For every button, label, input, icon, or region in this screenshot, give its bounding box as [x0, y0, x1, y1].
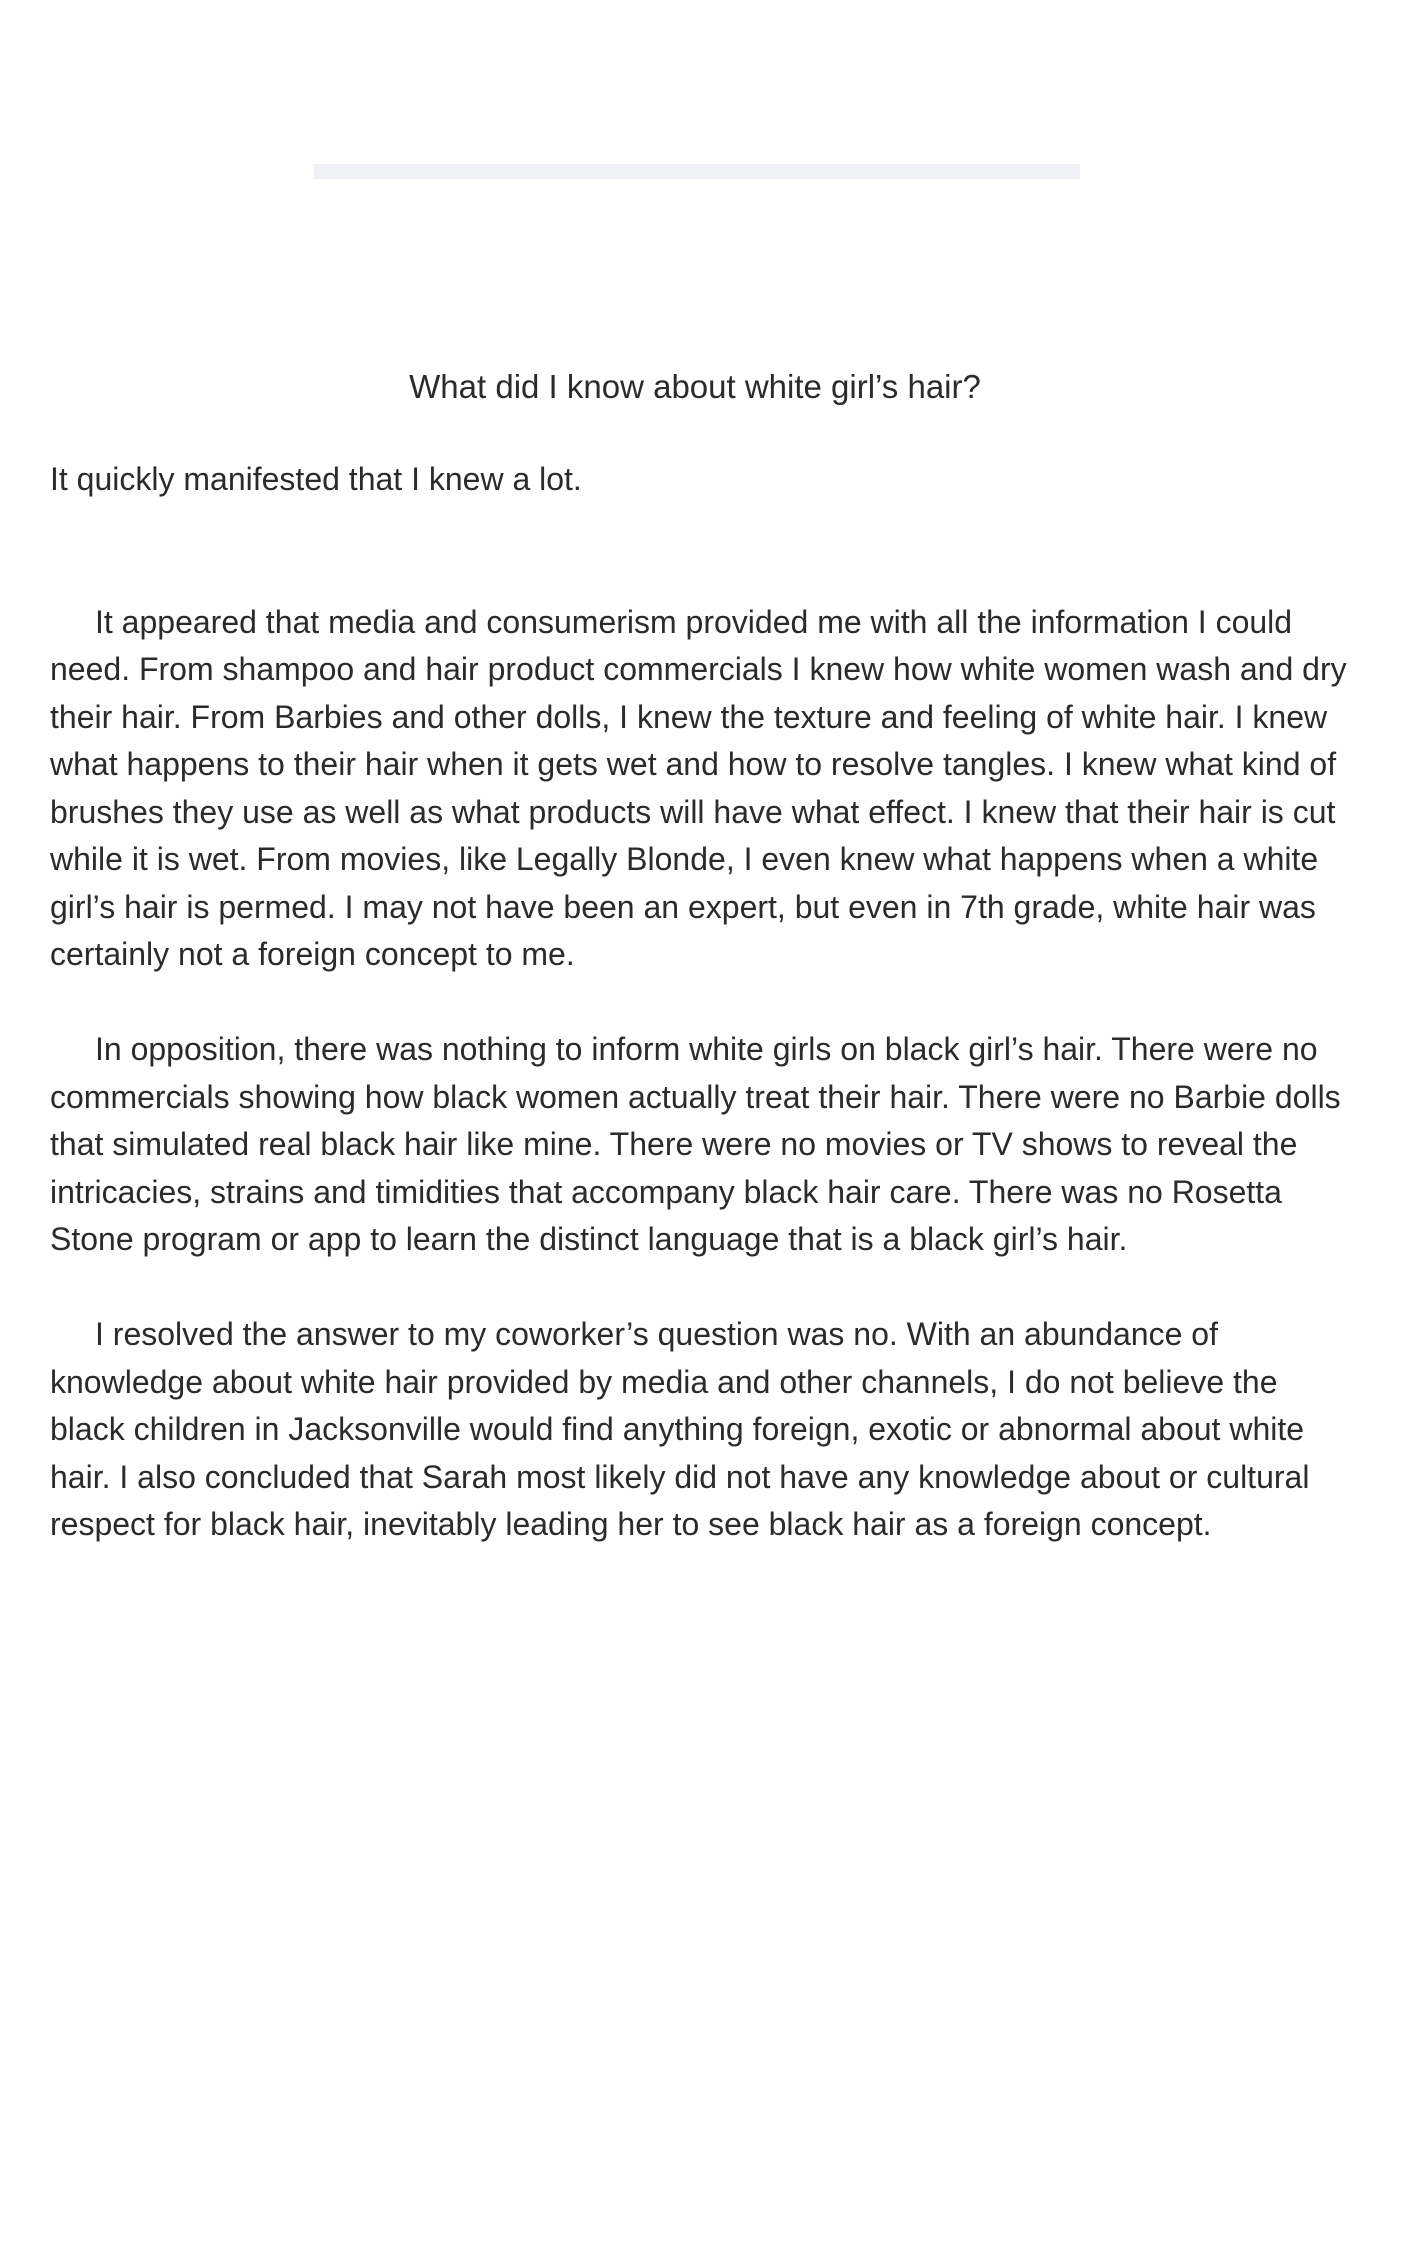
section-heading: What did I know about white girl’s hair? — [409, 368, 981, 405]
paragraph-conclusion: I resolved the answer to my coworker’s question was no. With an abundance of knowledge about white hair provided by media and other channels, I do not believe the black children in Jacksonville would find anything foreign, exotic or abnormal about white hair. I also concluded that Sarah most likely did not have any knowledge about or cultural respect for black hair, inevitably leading her to see black hair as a foreign concept. — [50, 1316, 1310, 1542]
intro-line: It quickly manifested that I knew a lot. — [50, 461, 582, 497]
body-text — [50, 456, 1360, 1596]
top-divider-bar — [314, 164, 1080, 179]
paragraph-opposition: In opposition, there was nothing to inform white girls on black girl’s hair. There were no commercials showing how black women actually treat their hair. There were no Barbie dolls that simulated real black hair like mine. There were no movies or TV shows to reveal the intricacies, strains and timidities that accompany black hair care. There was no Rosetta Stone program or app to learn the distinct language that is a black girl’s hair. — [50, 1031, 1341, 1257]
paragraph-media: It appeared that media and consumerism provided me with all the information I could need. From shampoo and hair product commercials I knew how white women wash and dry their hair. From Barbies and other dolls, I knew the texture and feeling of white hair. I knew what happens to their hair when it gets wet and how to resolve tangles. I knew what kind of brushes they use as well as what products will have what effect. I knew that their hair is cut while it is wet. From movies, like Legally Blonde, I even knew what happens when a white girl’s hair is permed. I may not have been an expert, but even in 7th grade, white hair was certainly not a foreign concept to me. — [50, 603, 1347, 972]
